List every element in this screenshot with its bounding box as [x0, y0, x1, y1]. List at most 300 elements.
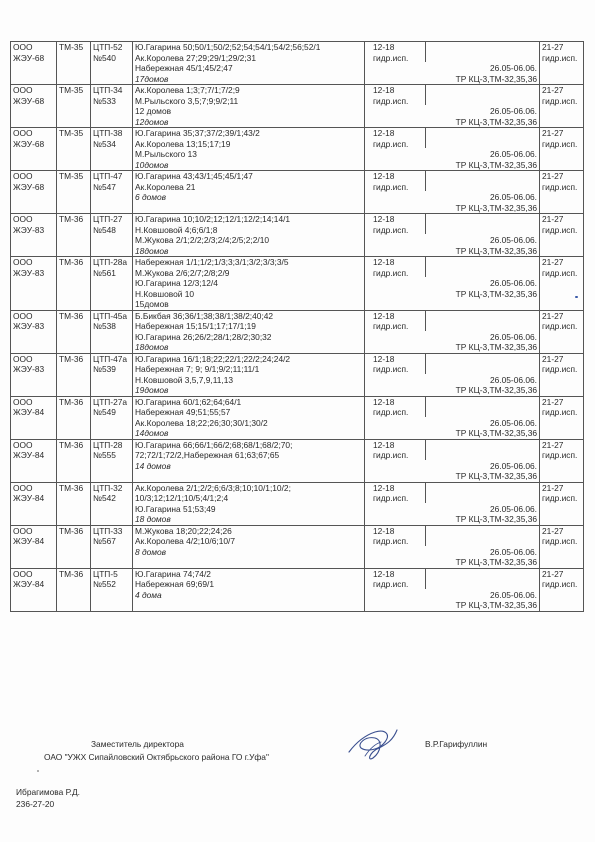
heat-main-cell [57, 42, 91, 85]
table-row [11, 42, 584, 85]
table-row [11, 396, 584, 439]
org-cell [11, 257, 57, 311]
address-cell [133, 85, 365, 128]
test-period-cell [365, 128, 540, 171]
repeat-test-cell [540, 42, 584, 85]
repeat-test-dates: 21-27 [542, 482, 564, 493]
test-period-cell [365, 42, 540, 85]
address-line: Набережная 69;69/1 [135, 579, 214, 589]
substation-name: ЦТП-28 [93, 439, 123, 450]
test-type: гидр.исп. [373, 450, 409, 460]
house-count: 18домов [135, 342, 169, 352]
repeat-test-dates: 21-27 [542, 353, 564, 364]
org-type: ООО [13, 310, 33, 321]
address-line: Н.Ковшовой 10 [135, 288, 195, 299]
repeat-test-dates: 21-27 [542, 171, 564, 181]
column-divider [425, 569, 426, 589]
tr-reference: ТР КЦ-3,ТМ-32,35,36 [455, 557, 538, 567]
column-divider [425, 483, 426, 503]
tr-reference: ТР КЦ-3,ТМ-32,35,36 [455, 116, 538, 127]
org-type: ООО [13, 353, 33, 364]
test-period-cell [365, 439, 540, 482]
column-divider [425, 171, 426, 191]
org-cell [11, 439, 57, 482]
repeat-test-dates: 21-27 [542, 439, 564, 450]
substation-name: ЦТП-27 [93, 214, 123, 224]
substation-name: ЦТП-5 [93, 568, 118, 579]
substation-name: ЦТП-38 [93, 128, 123, 138]
house-count: 17домов [135, 73, 169, 84]
table-row [11, 257, 584, 311]
test-period-box [367, 128, 539, 170]
tr-reference: ТР КЦ-3,ТМ-32,35,36 [455, 159, 538, 170]
repeat-test-dates: 21-27 [542, 85, 564, 95]
address-line: Ю.Гагарина 74;74/2 [135, 568, 211, 579]
test-type: гидр.исп. [373, 579, 409, 589]
repeat-test-type: гидр.исп. [542, 493, 578, 503]
test-dates: 12-18 [373, 171, 395, 181]
org-cell [11, 482, 57, 525]
address-cell [133, 439, 365, 482]
column-divider [425, 128, 426, 148]
test-dates: 12-18 [373, 128, 395, 138]
column-divider [425, 397, 426, 417]
signer-name: В.Р.Гарифуллин [425, 739, 488, 749]
table-row [11, 525, 584, 568]
test-period-cell [365, 85, 540, 128]
test-dates: 12-18 [373, 310, 395, 321]
repeat-test-type: гидр.исп. [542, 224, 578, 235]
test-dates: 12-18 [373, 353, 395, 364]
repeat-test-type: гидр.исп. [542, 52, 578, 63]
test-period-cell [365, 482, 540, 525]
test-type: гидр.исп. [373, 138, 409, 149]
test-type: гидр.исп. [373, 181, 409, 192]
repeat-test-cell [540, 482, 584, 525]
table-row [11, 439, 584, 482]
org-type: ООО [13, 171, 33, 181]
substation-number: №548 [93, 224, 116, 235]
substation-number: №533 [93, 95, 116, 106]
address-line: Ак.Королева 27;29;29/1;29/2;31 [135, 52, 256, 63]
org-name: ЖЭУ-68 [13, 52, 45, 63]
repeat-test-cell [540, 439, 584, 482]
heat-main-id: ТМ-36 [59, 310, 84, 321]
address-cell [133, 525, 365, 568]
repeat-test-type: гидр.исп. [542, 579, 578, 589]
org-cell [11, 568, 57, 611]
substation-cell [91, 42, 133, 85]
address-cell [133, 310, 365, 353]
org-name: ЖЭУ-83 [13, 364, 45, 374]
address-line: Ю.Гагарина 10;10/2;12;12/1;12/2;14;14/1 [135, 214, 291, 224]
address-cell [133, 128, 365, 171]
schedule-table [10, 41, 584, 612]
substation-number: №534 [93, 138, 116, 149]
house-count: 18домов [135, 245, 169, 256]
substation-cell [91, 171, 133, 214]
org-cell [11, 85, 57, 128]
repeat-test-type: гидр.исп. [542, 181, 578, 192]
tr-reference: ТР КЦ-3,ТМ-32,35,36 [455, 600, 538, 610]
org-type: ООО [13, 85, 33, 95]
house-count: 4 дома [135, 589, 162, 600]
heat-main-cell [57, 85, 91, 128]
heat-main-cell [57, 525, 91, 568]
test-period-box [367, 311, 539, 353]
test-period-box [367, 354, 539, 396]
repeat-test-cell [540, 214, 584, 257]
shutdown-dates: 26.05-06.06. [489, 63, 538, 73]
heat-main-cell [57, 257, 91, 311]
repeat-test-type: гидр.исп. [542, 267, 578, 278]
address-line: Ак.Королева 21 [135, 181, 196, 192]
substation-cell [91, 85, 133, 128]
address-line: Ю.Гагарина 51;53;49 [135, 503, 216, 514]
repeat-test-dates: 21-27 [542, 214, 564, 224]
tr-reference: ТР КЦ-3,ТМ-32,35,36 [455, 202, 538, 213]
address-line: Ю.Гагарина 26;26/2;28/1;28/2;30;32 [135, 331, 272, 342]
tr-reference: ТР КЦ-3,ТМ-32,35,36 [455, 471, 538, 481]
heat-main-id: ТМ-36 [59, 568, 84, 579]
heat-main-id: ТМ-36 [59, 525, 84, 536]
repeat-test-cell [540, 171, 584, 214]
test-period-box [367, 440, 539, 482]
org-cell [11, 525, 57, 568]
test-period-cell [365, 257, 540, 311]
shutdown-dates: 26.05-06.06. [489, 374, 538, 385]
table-row [11, 85, 584, 128]
repeat-test-dates: 21-27 [542, 568, 564, 579]
shutdown-dates: 26.05-06.06. [489, 417, 538, 428]
repeat-test-cell [540, 257, 584, 311]
address-line: М.Жукова 2/6;2/7;2/8;2/9 [135, 267, 230, 278]
address-line: Ак.Королева 18;22;26;30;30/1;30/2 [135, 417, 268, 428]
address-line: М.Рыльского 13 [135, 149, 197, 159]
org-cell [11, 42, 57, 85]
scan-speck [37, 770, 39, 772]
heat-main-id: ТМ-36 [59, 353, 84, 364]
org-cell [11, 396, 57, 439]
test-dates: 12-18 [373, 214, 395, 224]
shutdown-dates: 26.05-06.06. [489, 503, 538, 514]
column-divider [425, 526, 426, 546]
shutdown-dates: 26.05-06.06. [489, 192, 538, 202]
repeat-test-cell [540, 353, 584, 396]
tr-reference: ТР КЦ-3,ТМ-32,35,36 [455, 428, 538, 438]
shutdown-dates: 26.05-06.06. [489, 235, 538, 245]
address-cell [133, 482, 365, 525]
address-line: Ак.Королева 4/2;10/6;10/7 [135, 536, 236, 546]
address-line: Ю.Гагарина 50;50/1;50/2;52;54;54/1;54/2;56;52/1 [135, 42, 321, 52]
heat-main-id: ТМ-36 [59, 439, 84, 450]
address-line: М.Жукова 18;20;22;24;26 [135, 525, 232, 536]
house-count: 6 домов [135, 192, 167, 202]
test-type: гидр.исп. [373, 407, 409, 417]
org-type: ООО [13, 482, 33, 493]
repeat-test-dates: 21-27 [542, 396, 564, 407]
org-name: ЖЭУ-84 [13, 450, 45, 460]
test-type: гидр.исп. [373, 364, 409, 374]
table-row [11, 171, 584, 214]
heat-main-cell [57, 482, 91, 525]
shutdown-dates: 26.05-06.06. [489, 331, 538, 342]
address-line: Ак.Королева 2/1;2/2;6;6/3;8;10;10/1;10/2; [135, 482, 291, 493]
substation-name: ЦТП-47а [93, 353, 128, 364]
test-type: гидр.исп. [373, 95, 409, 106]
org-type: ООО [13, 396, 33, 407]
substation-cell [91, 568, 133, 611]
substation-number: №538 [93, 321, 116, 331]
address-line: Ак.Королева 1;3;7;7/1;7/2;9 [135, 85, 240, 95]
column-divider [425, 440, 426, 460]
company-name: ОАО "УЖХ Сипайловский Октябрьского района ГО г.Уфа" [44, 752, 269, 762]
substation-name: ЦТП-45а [93, 310, 128, 321]
substation-cell [91, 128, 133, 171]
heat-main-cell [57, 214, 91, 257]
house-count: 14 домов [135, 460, 171, 471]
substation-cell [91, 353, 133, 396]
address-line: Ю.Гагарина 35;37;37/2;39/1;43/2 [135, 128, 260, 138]
org-type: ООО [13, 257, 33, 267]
address-line: М.Рыльского 3,5;7;9;9/2;11 [135, 95, 239, 106]
org-name: ЖЭУ-68 [13, 95, 45, 106]
repeat-test-cell [540, 128, 584, 171]
org-cell [11, 171, 57, 214]
repeat-test-type: гидр.исп. [542, 138, 578, 149]
org-name: ЖЭУ-83 [13, 321, 45, 331]
test-type: гидр.исп. [373, 224, 409, 235]
repeat-test-cell [540, 525, 584, 568]
repeat-test-type: гидр.исп. [542, 95, 578, 106]
column-divider [425, 354, 426, 374]
org-type: ООО [13, 128, 33, 138]
org-type: ООО [13, 439, 33, 450]
tr-reference: ТР КЦ-3,ТМ-32,35,36 [455, 514, 538, 524]
address-line: Ю.Гагарина 60/1;62;64;64/1 [135, 396, 242, 407]
heat-main-id: ТМ-35 [59, 171, 84, 181]
address-cell [133, 171, 365, 214]
org-name: ЖЭУ-68 [13, 138, 45, 149]
test-type: гидр.исп. [373, 52, 409, 63]
repeat-test-cell [540, 568, 584, 611]
table-row [11, 214, 584, 257]
test-period-box [367, 569, 539, 611]
address-cell [133, 214, 365, 257]
address-cell [133, 42, 365, 85]
table-row [11, 353, 584, 396]
shutdown-dates: 26.05-06.06. [489, 278, 538, 288]
column-divider [425, 42, 426, 62]
shutdown-dates: 26.05-06.06. [489, 460, 538, 471]
repeat-test-cell [540, 85, 584, 128]
test-period-box [367, 257, 539, 299]
substation-name: ЦТП-34 [93, 85, 123, 95]
repeat-test-cell [540, 396, 584, 439]
substation-number: №547 [93, 181, 116, 192]
test-period-cell [365, 171, 540, 214]
shutdown-dates: 26.05-06.06. [489, 149, 538, 159]
executor-name: Ибрагимова Р.Д. [16, 787, 80, 797]
heat-main-cell [57, 396, 91, 439]
org-name: ЖЭУ-84 [13, 407, 45, 417]
substation-name: ЦТП-32 [93, 482, 123, 493]
test-dates: 12-18 [373, 439, 395, 450]
test-dates: 12-18 [373, 525, 395, 536]
house-count: 14домов [135, 428, 169, 438]
repeat-test-dates: 21-27 [542, 257, 564, 267]
handwritten-signature [345, 722, 401, 766]
schedule-table-body [11, 42, 584, 612]
test-dates: 12-18 [373, 568, 395, 579]
address-line: Н.Ковшовой 3,5,7,9,11,13 [135, 374, 234, 385]
house-count: 15домов [135, 299, 169, 309]
repeat-test-dates: 21-27 [542, 525, 564, 536]
address-line: 72;72/1;72/2,Набережная 61;63;67;65 [135, 450, 280, 460]
test-type: гидр.исп. [373, 321, 409, 331]
table-row [11, 482, 584, 525]
substation-cell [91, 214, 133, 257]
repeat-test-type: гидр.исп. [542, 450, 578, 460]
address-line: Н.Ковшовой 4;6;6/1;8 [135, 224, 218, 235]
tr-reference: ТР КЦ-3,ТМ-32,35,36 [455, 245, 538, 256]
address-cell [133, 568, 365, 611]
substation-cell [91, 257, 133, 311]
test-period-cell [365, 214, 540, 257]
substation-number: №540 [93, 52, 116, 63]
repeat-test-dates: 21-27 [542, 310, 564, 321]
column-divider [425, 85, 426, 105]
org-name: ЖЭУ-83 [13, 224, 45, 235]
test-period-box [367, 171, 539, 213]
address-line: М.Жукова 2/1;2/2;2/3;2/4;2/5;2;2/10 [135, 235, 270, 245]
address-cell [133, 353, 365, 396]
margin-ink-mark [575, 296, 578, 298]
substation-number: №549 [93, 407, 116, 417]
address-line: Б.Бикбая 36;36/1;38;38/1;38/2;40;42 [135, 310, 274, 321]
house-count: 19домов [135, 385, 169, 395]
substation-cell [91, 525, 133, 568]
house-count: 18 домов [135, 514, 171, 524]
org-name: ЖЭУ-84 [13, 536, 45, 546]
org-name: ЖЭУ-84 [13, 493, 45, 503]
tr-reference: ТР КЦ-3,ТМ-32,35,36 [455, 73, 538, 84]
table-row [11, 310, 584, 353]
test-period-box [367, 526, 539, 568]
org-type: ООО [13, 214, 33, 224]
heat-main-id: ТМ-36 [59, 214, 84, 224]
house-count: 10домов [135, 159, 169, 170]
substation-name: ЦТП-52 [93, 42, 123, 52]
org-type: ООО [13, 42, 33, 52]
heat-main-cell [57, 128, 91, 171]
heat-main-cell [57, 310, 91, 353]
house-count-total: 12домов [135, 116, 169, 127]
substation-name: ЦТП-33 [93, 525, 123, 536]
org-name: ЖЭУ-83 [13, 267, 45, 278]
substation-number: №561 [93, 267, 116, 278]
org-type: ООО [13, 525, 33, 536]
substation-number: №567 [93, 536, 116, 546]
heat-main-id: ТМ-36 [59, 482, 84, 493]
test-type: гидр.исп. [373, 493, 409, 503]
shutdown-dates: 26.05-06.06. [489, 589, 538, 600]
substation-cell [91, 439, 133, 482]
test-dates: 12-18 [373, 396, 395, 407]
repeat-test-type: гидр.исп. [542, 364, 578, 374]
address-cell [133, 257, 365, 311]
executor-phone: 236-27-20 [16, 799, 55, 809]
address-cell [133, 396, 365, 439]
heat-main-cell [57, 439, 91, 482]
substation-number: №552 [93, 579, 116, 589]
table-row [11, 568, 584, 611]
table-row [11, 128, 584, 171]
substation-cell [91, 482, 133, 525]
test-period-box [367, 483, 539, 525]
heat-main-id: ТМ-36 [59, 396, 84, 407]
address-line: Набережная 1/1;1/2;1/3;3;3/1;3/2;3/3;3/5 [135, 257, 289, 267]
test-dates: 12-18 [373, 42, 395, 52]
address-line: 10/3;12;12/1;10/5;4/1;2;4 [135, 493, 229, 503]
address-line: Набережная 7; 9; 9/1;9/2;11;11/1 [135, 364, 260, 374]
repeat-test-type: гидр.исп. [542, 536, 578, 546]
test-period-box [367, 214, 539, 256]
test-type: гидр.исп. [373, 267, 409, 278]
substation-number: №542 [93, 493, 116, 503]
test-period-cell [365, 353, 540, 396]
substation-number: №555 [93, 450, 116, 460]
org-cell [11, 310, 57, 353]
column-divider [425, 257, 426, 277]
address-line: Набережная 45/1;45/2;47 [135, 63, 233, 73]
test-period-cell [365, 396, 540, 439]
test-period-box [367, 42, 539, 84]
address-line: Набережная 49;51;55;57 [135, 407, 231, 417]
test-period-box [367, 85, 539, 127]
signer-position: Заместитель директора [91, 739, 184, 749]
substation-name: ЦТП-27а [93, 396, 128, 407]
substation-cell [91, 310, 133, 353]
org-cell [11, 214, 57, 257]
column-divider [425, 214, 426, 234]
address-line: Ак.Королева 13;15;17;19 [135, 138, 231, 149]
org-cell [11, 128, 57, 171]
address-line: Ю.Гагарина 66;66/1;66/2;68;68/1;68/2;70; [135, 439, 293, 450]
tr-reference: ТР КЦ-3,ТМ-32,35,36 [455, 288, 538, 299]
test-dates: 12-18 [373, 482, 395, 493]
heat-main-id: ТМ-35 [59, 85, 84, 95]
repeat-test-dates: 21-27 [542, 128, 564, 138]
org-name: ЖЭУ-84 [13, 579, 45, 589]
substation-number: №539 [93, 364, 116, 374]
shutdown-dates: 26.05-06.06. [489, 546, 538, 557]
heat-main-cell [57, 171, 91, 214]
tr-reference: ТР КЦ-3,ТМ-32,35,36 [455, 385, 538, 395]
shutdown-dates: 26.05-06.06. [489, 106, 538, 116]
org-name: ЖЭУ-68 [13, 181, 45, 192]
test-period-cell [365, 525, 540, 568]
org-type: ООО [13, 568, 33, 579]
org-cell [11, 353, 57, 396]
test-dates: 12-18 [373, 85, 395, 95]
house-count: 8 домов [135, 546, 167, 557]
address-line: Набережная 15;15/1;17;17/1;19 [135, 321, 256, 331]
heat-main-id: ТМ-35 [59, 42, 84, 52]
test-period-cell [365, 568, 540, 611]
house-count: 12 домов [135, 106, 172, 116]
substation-name: ЦТП-47 [93, 171, 123, 181]
